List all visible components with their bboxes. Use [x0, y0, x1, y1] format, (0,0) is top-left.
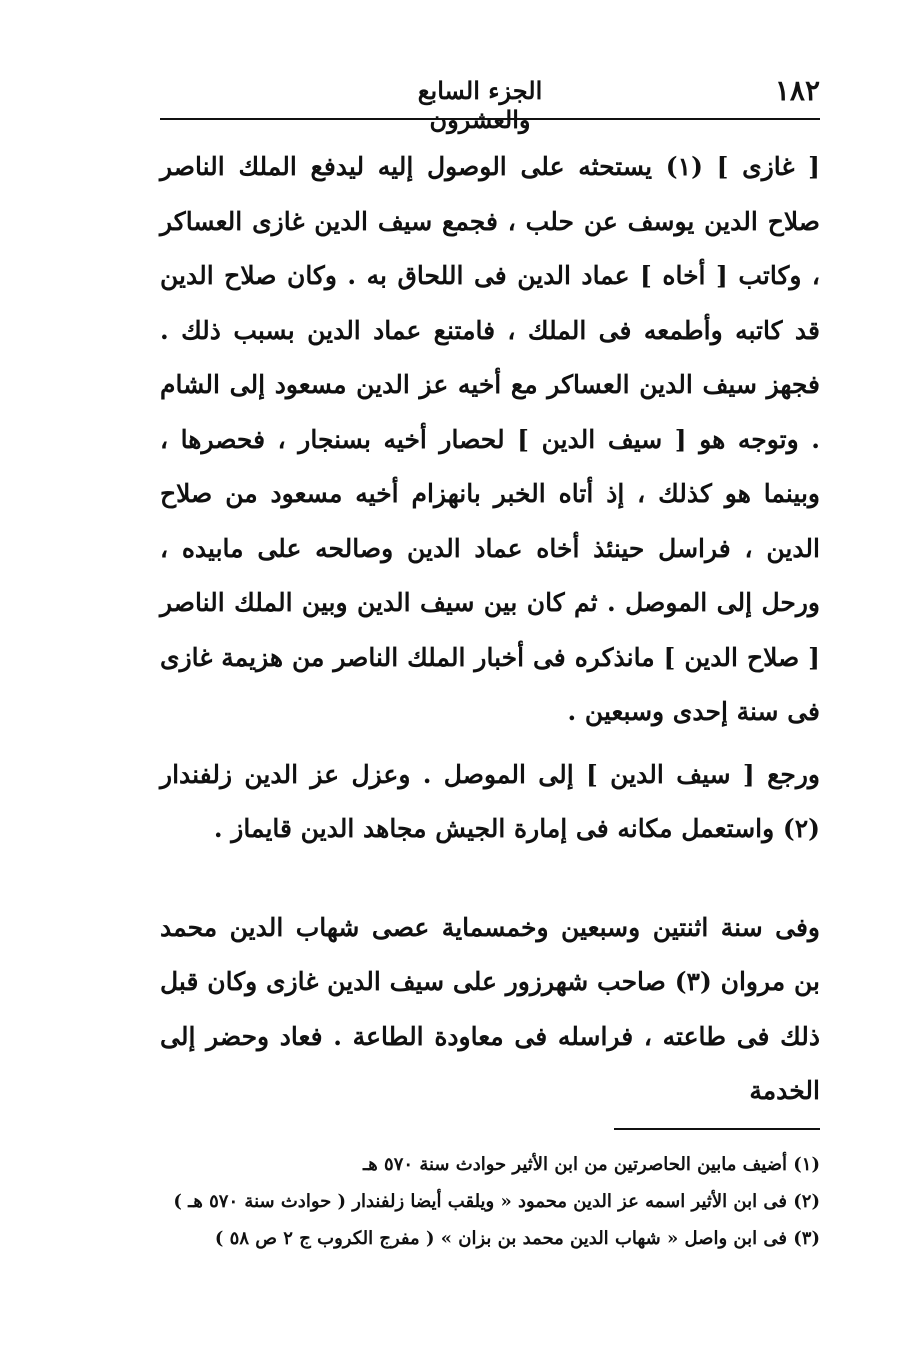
- footnote-2: (٢) فى ابن الأثير اسمه عز الدين محمود « ويلقب أيضا زلفندار ( حوادث سنة ٥٧٠ هـ ): [173, 1191, 820, 1212]
- footnotes: [160, 1146, 820, 1257]
- paragraph-1: [160, 140, 820, 740]
- header-rule: [160, 118, 820, 120]
- page-header: [160, 72, 820, 134]
- paragraph-2: [160, 748, 820, 857]
- footnote-3: (٣) فى ابن واصل « شهاب الدين محمد بن بزان » ( مفرج الكروب ج ٢ ص ٥٨ ): [214, 1228, 820, 1249]
- page-number: ١٨٢: [774, 74, 820, 107]
- running-title: الجزء السابع والعشرون: [417, 76, 543, 134]
- paragraph-text: [ غازى ] (١) يستحثه على الوصول إليه ليدفع الملك الناصر صلاح الدين يوسف عن حلب ، فجمع سيف الدين غازى العساكر ، وكاتب [ أخاه ] عماد الدين فى اللحاق به . وكان صلاح الدين قد كاتبه وأطمعه فى الملك ، فامتنع عماد الدين بسبب ذلك . فجهز سيف الدين العساكر مع أخيه عز الدين مسعود إلى الشام . وتوجه هو [ سيف الدين ] لحصار أخيه بسنجار ، فحصرها ، وبينما هو كذلك ، إذ أتاه الخبر بانهزام أخيه مسعود من صلاح الدين ، فراسل حينئذ أخاه عماد الدين وصالحه على مابيده ، ورحل إلى الموصل . ثم كان بين سيف الدين وبين الملك الناصر [ صلاح الدين ] مانذكره فى أخبار الملك الناصر من هزيمة غازى فى سنة إحدى وسبعين .: [160, 152, 821, 726]
- paragraph-3: [160, 901, 820, 1119]
- paragraph-text: وفى سنة اثنتين وسبعين وخمسماية عصى شهاب الدين محمد بن مروان (٣) صاحب شهرزور على سيف الدين غازى وكان قبل ذلك فى طاعته ، فراسله فى معاودة الطاعة . فعاد وحضر إلى الخدمة: [160, 912, 820, 1105]
- footnote-1: (١) أضيف مابين الحاصرتين من ابن الأثير حوادث سنة ٥٧٠ هـ: [363, 1154, 820, 1175]
- main-text: [160, 140, 820, 1119]
- footnote-rule: [614, 1128, 820, 1130]
- paragraph-text: ورجع [ سيف الدين ] إلى الموصل . وعزل عز الدين زلفندار (٢) واستعمل مكانه فى إمارة الجيش مجاهد الدين قايماز .: [160, 759, 820, 843]
